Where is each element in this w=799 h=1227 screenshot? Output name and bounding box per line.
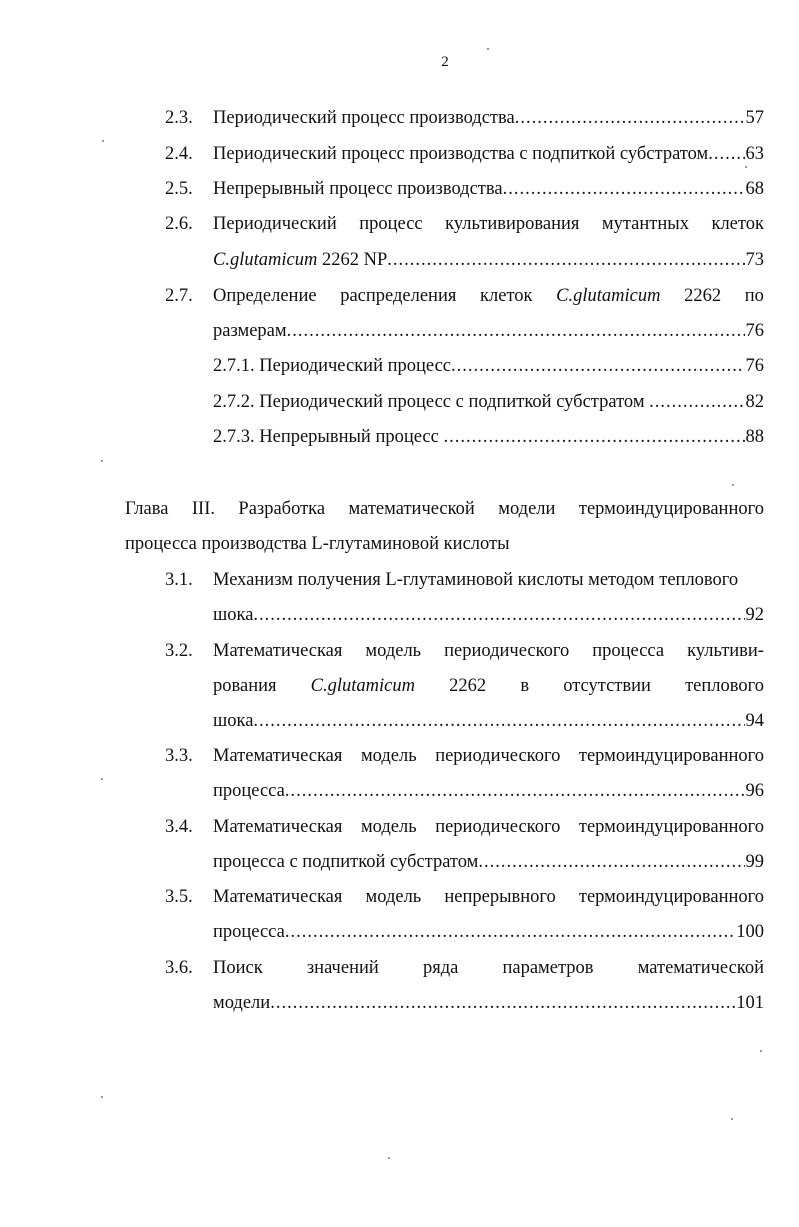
word: процесс	[359, 214, 423, 234]
toc-number: 2.5.	[165, 179, 193, 199]
toc-title: процесса с подпиткой субстратом	[213, 852, 479, 872]
chapter-heading-line2: процесса производства L-глутаминовой кислоты	[125, 534, 510, 554]
leader-dots	[649, 390, 744, 414]
toc-title: модели	[213, 993, 271, 1013]
word: Поиск	[213, 958, 263, 978]
toc-entry-3-2-line3	[213, 709, 764, 733]
toc-page: 88	[745, 427, 764, 447]
toc-page: 63	[745, 144, 764, 164]
word: III.	[191, 499, 215, 519]
species-name: C.glutamicum	[556, 286, 661, 306]
word: Математическая	[213, 887, 343, 907]
toc-title: Периодический процесс производства с подпиткой субстратом	[213, 144, 709, 164]
leader-dots	[285, 920, 735, 944]
leader-dots	[270, 991, 735, 1015]
leader-dots	[253, 709, 744, 733]
word: клеток	[480, 286, 533, 306]
leader-dots	[287, 319, 745, 343]
toc-entry-2-6-line1	[213, 212, 764, 236]
toc-title: размерам	[213, 321, 287, 341]
word: периодического	[444, 641, 570, 661]
word: 2262	[684, 286, 722, 306]
toc-number: 3.1.	[165, 570, 193, 590]
toc-entry-3-2-line1	[213, 639, 764, 663]
scan-speck	[760, 1050, 762, 1052]
scan-speck	[101, 1096, 103, 1098]
toc-title: процесса	[213, 781, 285, 801]
toc-page: 76	[745, 356, 764, 376]
leader-dots	[451, 354, 745, 378]
toc-entry-2-4	[213, 142, 764, 166]
scan-speck	[101, 460, 103, 462]
word: культиви-	[687, 641, 764, 661]
toc-number: 2.7.3.	[213, 427, 255, 447]
toc-title: шока	[213, 605, 254, 625]
word: модели	[498, 499, 556, 519]
word: математической	[348, 499, 475, 519]
toc-entry-2-7-line2	[213, 319, 764, 343]
toc-entry-2-7-1	[213, 354, 764, 378]
toc-title: Периодический процесс производства	[213, 108, 515, 128]
word: Математическая	[213, 817, 343, 837]
toc-number: 2.7.2.	[213, 392, 255, 412]
word: модель	[365, 641, 422, 661]
word: непрерывного	[444, 887, 556, 907]
word: периодического	[435, 817, 561, 837]
word: термоиндуцированного	[578, 817, 764, 837]
toc-entry-2-6-line2	[213, 248, 764, 272]
toc-number: 2.6.	[165, 214, 193, 234]
toc-page: 73	[745, 250, 764, 270]
toc-page: 94	[745, 711, 764, 731]
word: рования	[213, 676, 277, 696]
scan-speck	[732, 484, 734, 486]
toc-page: 57	[745, 108, 764, 128]
leader-dots	[515, 106, 745, 130]
toc-entry-2-3	[213, 106, 764, 130]
scan-speck	[731, 1118, 733, 1120]
toc-number: 2.7.1.	[213, 356, 255, 376]
toc-entry-3-3-line2	[213, 779, 764, 803]
word: клеток	[711, 214, 764, 234]
toc-entry-3-4-line1	[213, 815, 764, 839]
scan-speck	[745, 166, 747, 168]
page-number: 2	[441, 54, 449, 70]
word: в	[520, 676, 530, 696]
toc-page: 82	[745, 392, 764, 412]
toc-entry-2-7-2	[213, 390, 764, 414]
word: процесса	[592, 641, 665, 661]
word: культивирования	[445, 214, 580, 234]
word: Глава	[125, 499, 169, 519]
toc-entry-2-5	[213, 177, 764, 201]
scan-speck	[487, 48, 489, 50]
word: ряда	[422, 958, 459, 978]
scan-speck	[388, 1157, 390, 1159]
toc-title: Периодический процесс	[259, 356, 451, 376]
species-name: C.glutamicum	[213, 250, 318, 270]
toc-page: 92	[745, 605, 764, 625]
toc-entry-3-4-line2	[213, 850, 764, 874]
toc-number: 3.4.	[165, 817, 193, 837]
toc-title: Периодический процесс с подпиткой субстратом	[259, 392, 645, 412]
leader-dots	[443, 425, 744, 449]
leader-dots	[708, 142, 744, 166]
word: по	[744, 286, 764, 306]
word: модель	[365, 887, 422, 907]
toc-page: 68	[745, 179, 764, 199]
toc-number: 2.7.	[165, 286, 193, 306]
toc-number: 3.3.	[165, 746, 193, 766]
word: математической	[637, 958, 764, 978]
word: модель	[360, 817, 417, 837]
toc-page: 96	[745, 781, 764, 801]
word: 2262	[449, 676, 487, 696]
leader-dots	[478, 850, 744, 874]
toc-entry-3-6-line2	[213, 991, 764, 1015]
leader-dots	[253, 603, 744, 627]
word: Математическая	[213, 641, 343, 661]
leader-dots	[387, 248, 744, 272]
toc-number: 3.6.	[165, 958, 193, 978]
word: параметров	[502, 958, 594, 978]
chapter-heading-line1	[125, 497, 764, 521]
toc-entry-3-1-line2	[213, 603, 764, 627]
toc-entry-2-7-line1	[213, 284, 764, 308]
word: термоиндуцированного	[578, 499, 764, 519]
word: термоиндуцированного	[578, 887, 764, 907]
word: значений	[306, 958, 379, 978]
species-name: C.glutamicum	[310, 676, 415, 696]
word: модель	[360, 746, 417, 766]
toc-title: Непрерывный процесс производства	[213, 179, 503, 199]
word: Разработка	[238, 499, 326, 519]
word: Математическая	[213, 746, 343, 766]
toc-entry-3-2-line2	[213, 674, 764, 698]
leader-dots	[503, 177, 745, 201]
toc-entry-3-5-line1	[213, 885, 764, 909]
leader-dots	[285, 779, 745, 803]
toc-number: 2.4.	[165, 144, 193, 164]
scan-speck	[101, 778, 103, 780]
toc-entry-2-7-3	[213, 425, 764, 449]
toc-title: 2262 NP	[317, 250, 388, 270]
toc-page: 99	[745, 852, 764, 872]
toc-title: шока	[213, 711, 254, 731]
toc-number: 2.3.	[165, 108, 193, 128]
toc-page: 101	[736, 993, 764, 1013]
word: распределения	[340, 286, 457, 306]
toc-entry-3-1-line1: Механизм получения L-глутаминовой кислоты методом теплового	[213, 570, 739, 590]
word: теплового	[685, 676, 764, 696]
word: периодического	[435, 746, 561, 766]
toc-title: процесса	[213, 922, 285, 942]
toc-number: 3.2.	[165, 641, 193, 661]
toc-number: 3.5.	[165, 887, 193, 907]
toc-title: Непрерывный процесс	[259, 427, 439, 447]
scan-speck	[102, 140, 104, 142]
toc-page: 76	[745, 321, 764, 341]
word: термоиндуцированного	[578, 746, 764, 766]
toc-entry-3-3-line1	[213, 744, 764, 768]
toc-entry-3-6-line1	[213, 956, 764, 980]
word: мутантных	[601, 214, 689, 234]
word: Определение	[213, 286, 317, 306]
word: отсутствии	[563, 676, 651, 696]
toc-page: 100	[736, 922, 764, 942]
word: Периодический	[213, 214, 337, 234]
toc-entry-3-5-line2	[213, 920, 764, 944]
